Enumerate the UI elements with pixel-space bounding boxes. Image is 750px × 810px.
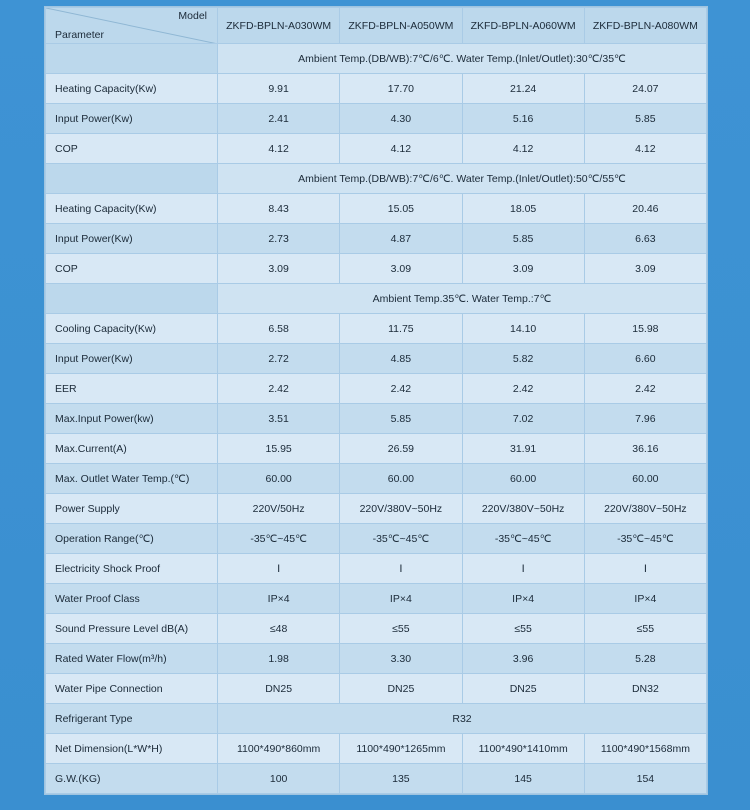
row-value: 11.75 xyxy=(340,314,462,344)
row-label: Operation Range(℃) xyxy=(46,524,218,554)
header-model-4: ZKFD-BPLN-A080WM xyxy=(584,8,706,44)
table-row xyxy=(46,584,707,614)
header-model-1: ZKFD-BPLN-A030WM xyxy=(218,8,340,44)
row-value: 2.42 xyxy=(584,374,706,404)
row-value: 2.42 xyxy=(218,374,340,404)
table-row xyxy=(46,314,707,344)
row-value: 220V/380V~50Hz xyxy=(584,494,706,524)
table-row xyxy=(46,104,707,134)
row-value: 8.43 xyxy=(218,194,340,224)
table-row xyxy=(46,764,707,794)
section-header-cell: Ambient Temp.(DB/WB):7℃/6℃. Water Temp.(Inlet/Outlet):50℃/55℃ xyxy=(218,164,707,194)
row-value: DN25 xyxy=(218,674,340,704)
row-value: IP×4 xyxy=(340,584,462,614)
row-label: Heating Capacity(Kw) xyxy=(46,74,218,104)
table-row xyxy=(46,194,707,224)
table-row xyxy=(46,524,707,554)
row-label: Refrigerant Type xyxy=(46,704,218,734)
row-value: -35℃~45℃ xyxy=(584,524,706,554)
row-value: 1.98 xyxy=(218,644,340,674)
row-value: 4.12 xyxy=(218,134,340,164)
row-value: 3.09 xyxy=(218,254,340,284)
row-value: 2.42 xyxy=(340,374,462,404)
row-value: 6.63 xyxy=(584,224,706,254)
row-value: 1100*490*1265mm xyxy=(340,734,462,764)
row-value: 24.07 xyxy=(584,74,706,104)
row-label: Power Supply xyxy=(46,494,218,524)
row-value: 60.00 xyxy=(462,464,584,494)
table-row xyxy=(46,554,707,584)
table-row xyxy=(46,224,707,254)
row-label: Net Dimension(L*W*H) xyxy=(46,734,218,764)
row-value: 5.28 xyxy=(584,644,706,674)
row-value: 60.00 xyxy=(340,464,462,494)
row-value: ≤48 xyxy=(218,614,340,644)
row-label xyxy=(46,284,218,314)
row-value: -35℃~45℃ xyxy=(218,524,340,554)
header-model-label: Model xyxy=(178,10,207,22)
row-value: 1100*490*860mm xyxy=(218,734,340,764)
row-label: Water Pipe Connection xyxy=(46,674,218,704)
row-label xyxy=(46,44,218,74)
row-value: 3.09 xyxy=(584,254,706,284)
row-value: 1100*490*1568mm xyxy=(584,734,706,764)
table-row xyxy=(46,464,707,494)
row-label: Input Power(Kw) xyxy=(46,104,218,134)
row-value: 3.09 xyxy=(462,254,584,284)
row-value: 3.96 xyxy=(462,644,584,674)
table-row xyxy=(46,134,707,164)
table-row xyxy=(46,734,707,764)
header-parameter-label: Parameter xyxy=(55,29,105,41)
row-value: 5.85 xyxy=(462,224,584,254)
header-model-2: ZKFD-BPLN-A050WM xyxy=(340,8,462,44)
row-value: 2.73 xyxy=(218,224,340,254)
row-value: 145 xyxy=(462,764,584,794)
row-value: 4.87 xyxy=(340,224,462,254)
row-value: 60.00 xyxy=(218,464,340,494)
row-value: 36.16 xyxy=(584,434,706,464)
row-value: ≤55 xyxy=(584,614,706,644)
row-label: Electricity Shock Proof xyxy=(46,554,218,584)
table-row xyxy=(46,344,707,374)
row-value: 15.95 xyxy=(218,434,340,464)
table-row xyxy=(46,644,707,674)
row-value: 100 xyxy=(218,764,340,794)
row-label: Max.Current(A) xyxy=(46,434,218,464)
row-label: Input Power(Kw) xyxy=(46,344,218,374)
row-value: 26.59 xyxy=(340,434,462,464)
row-value: 4.12 xyxy=(584,134,706,164)
row-value: 4.12 xyxy=(462,134,584,164)
row-value: 2.42 xyxy=(462,374,584,404)
row-value: DN25 xyxy=(462,674,584,704)
row-label: Cooling Capacity(Kw) xyxy=(46,314,218,344)
row-value: 5.85 xyxy=(340,404,462,434)
header-model-3: ZKFD-BPLN-A060WM xyxy=(462,8,584,44)
row-value: 220V/50Hz xyxy=(218,494,340,524)
table-row xyxy=(46,614,707,644)
row-value: 14.10 xyxy=(462,314,584,344)
table-row xyxy=(46,164,707,194)
row-label: EER xyxy=(46,374,218,404)
row-value: 135 xyxy=(340,764,462,794)
row-label: Heating Capacity(Kw) xyxy=(46,194,218,224)
row-value: 1100*490*1410mm xyxy=(462,734,584,764)
row-value: IP×4 xyxy=(584,584,706,614)
row-value: ≤55 xyxy=(462,614,584,644)
row-label xyxy=(46,164,218,194)
row-value: 15.05 xyxy=(340,194,462,224)
row-value: Ⅰ xyxy=(218,554,340,584)
row-value: 4.12 xyxy=(340,134,462,164)
row-value: 7.96 xyxy=(584,404,706,434)
row-value: 220V/380V~50Hz xyxy=(340,494,462,524)
row-value: 9.91 xyxy=(218,74,340,104)
row-value: 220V/380V~50Hz xyxy=(462,494,584,524)
row-label: Rated Water Flow(m³/h) xyxy=(46,644,218,674)
row-merged-value: R32 xyxy=(218,704,707,734)
row-value: DN32 xyxy=(584,674,706,704)
row-label: G.W.(KG) xyxy=(46,764,218,794)
table-row xyxy=(46,284,707,314)
row-label: COP xyxy=(46,254,218,284)
row-value: 5.16 xyxy=(462,104,584,134)
row-value: 3.30 xyxy=(340,644,462,674)
row-value: 5.85 xyxy=(584,104,706,134)
row-value: 3.51 xyxy=(218,404,340,434)
spec-table-container xyxy=(44,6,708,795)
row-value: Ⅰ xyxy=(462,554,584,584)
table-row xyxy=(46,674,707,704)
row-value: Ⅰ xyxy=(340,554,462,584)
row-value: 154 xyxy=(584,764,706,794)
row-value: 6.58 xyxy=(218,314,340,344)
header-corner-cell xyxy=(46,8,218,44)
row-value: -35℃~45℃ xyxy=(462,524,584,554)
row-value: IP×4 xyxy=(462,584,584,614)
table-row xyxy=(46,704,707,734)
row-value: 5.82 xyxy=(462,344,584,374)
table-header-row xyxy=(46,8,707,44)
row-value: Ⅰ xyxy=(584,554,706,584)
row-value: 18.05 xyxy=(462,194,584,224)
table-row xyxy=(46,404,707,434)
table-row xyxy=(46,494,707,524)
section-header-cell: Ambient Temp.(DB/WB):7℃/6℃. Water Temp.(Inlet/Outlet):30℃/35℃ xyxy=(218,44,707,74)
row-value: 2.72 xyxy=(218,344,340,374)
row-label: Sound Pressure Level dB(A) xyxy=(46,614,218,644)
row-label: COP xyxy=(46,134,218,164)
table-row xyxy=(46,374,707,404)
row-value: 2.41 xyxy=(218,104,340,134)
specification-table xyxy=(45,7,707,794)
row-value: IP×4 xyxy=(218,584,340,614)
row-value: 20.46 xyxy=(584,194,706,224)
table-row xyxy=(46,254,707,284)
row-value: 4.85 xyxy=(340,344,462,374)
row-value: 21.24 xyxy=(462,74,584,104)
row-label: Water Proof Class xyxy=(46,584,218,614)
row-value: 60.00 xyxy=(584,464,706,494)
section-header-cell: Ambient Temp.35℃. Water Temp.:7℃ xyxy=(218,284,707,314)
row-value: 3.09 xyxy=(340,254,462,284)
row-value: 15.98 xyxy=(584,314,706,344)
row-value: -35℃~45℃ xyxy=(340,524,462,554)
row-value: ≤55 xyxy=(340,614,462,644)
row-value: 17.70 xyxy=(340,74,462,104)
row-value: 7.02 xyxy=(462,404,584,434)
row-value: 31.91 xyxy=(462,434,584,464)
row-label: Max.Input Power(kw) xyxy=(46,404,218,434)
row-value: 6.60 xyxy=(584,344,706,374)
row-label: Max. Outlet Water Temp.(℃) xyxy=(46,464,218,494)
table-row xyxy=(46,434,707,464)
row-value: 4.30 xyxy=(340,104,462,134)
table-row xyxy=(46,44,707,74)
table-row xyxy=(46,74,707,104)
row-value: DN25 xyxy=(340,674,462,704)
row-label: Input Power(Kw) xyxy=(46,224,218,254)
